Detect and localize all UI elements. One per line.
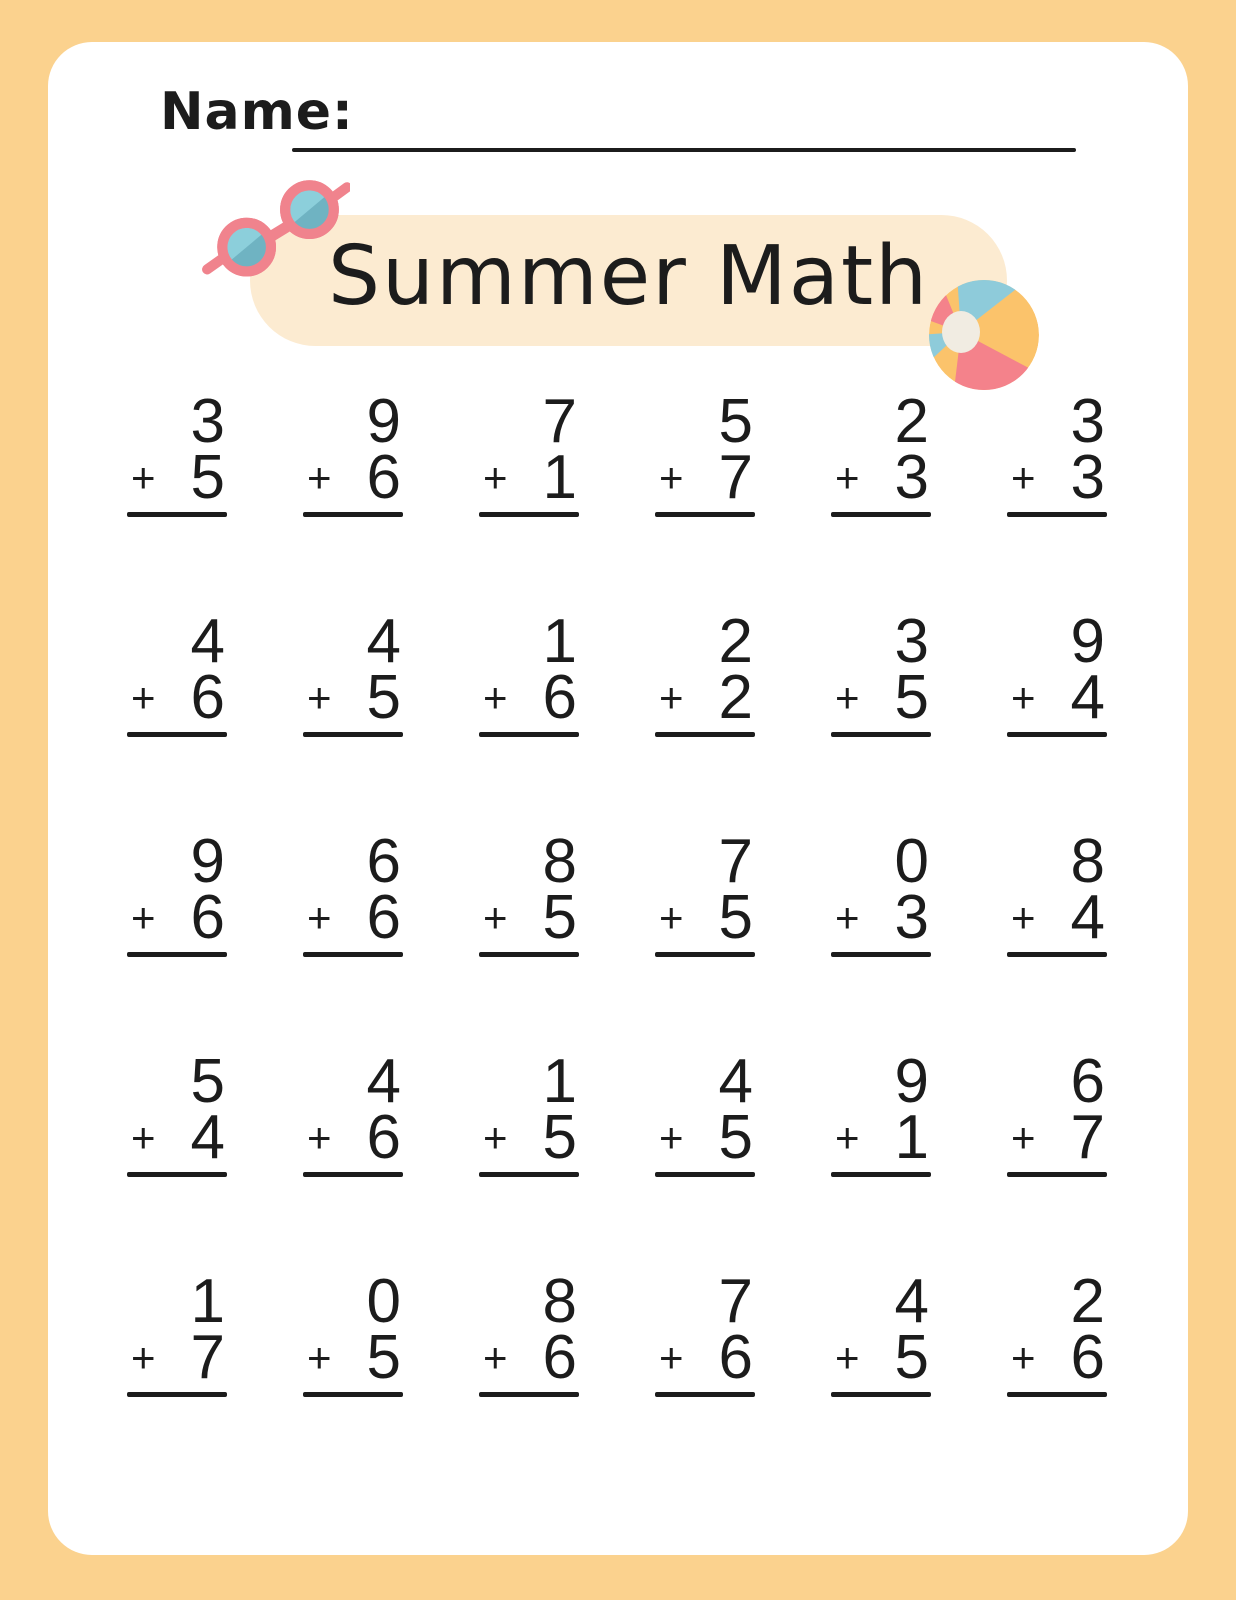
addition-problem: [831, 1047, 931, 1177]
addend-bottom: 1: [894, 1103, 929, 1172]
plus-sign: +: [307, 454, 332, 501]
addend-top: 3: [1070, 387, 1105, 456]
addend-bottom: 3: [1070, 443, 1105, 512]
addition-problem: [303, 1267, 403, 1397]
plus-sign: +: [835, 674, 860, 721]
plus-sign: +: [131, 674, 156, 721]
page-title: Summer Math: [327, 229, 930, 324]
plus-sign: +: [659, 1334, 684, 1381]
addend-top: 9: [894, 1047, 929, 1116]
answer-line: [127, 1392, 227, 1397]
addition-problem: [831, 607, 931, 737]
addend-bottom: 6: [718, 1323, 753, 1392]
addend-bottom: 6: [190, 883, 225, 952]
addition-problem: [655, 1267, 755, 1397]
addend-bottom-row: [479, 1103, 579, 1172]
addition-problem: [479, 1047, 579, 1177]
addition-problem: [655, 607, 755, 737]
addend-bottom: 7: [718, 443, 753, 512]
answer-line: [655, 952, 755, 957]
addend-bottom: 3: [894, 883, 929, 952]
title-banner: [250, 215, 1007, 346]
addend-bottom: 7: [1070, 1103, 1105, 1172]
addend-top: 7: [718, 1267, 753, 1336]
addend-top: 3: [190, 387, 225, 456]
addition-problem: [655, 387, 755, 517]
plus-sign: +: [1011, 1334, 1036, 1381]
addition-problem: [303, 1047, 403, 1177]
answer-line: [831, 1392, 931, 1397]
answer-line: [1007, 952, 1107, 957]
addend-bottom: 6: [190, 663, 225, 732]
addend-bottom-row: [127, 443, 227, 512]
addend-bottom-row: [831, 663, 931, 732]
addend-top: 9: [1070, 607, 1105, 676]
addend-bottom-row: [1007, 883, 1107, 952]
plus-sign: +: [307, 1114, 332, 1161]
addend-bottom: 4: [1070, 663, 1105, 732]
plus-sign: +: [835, 454, 860, 501]
plus-sign: +: [1011, 454, 1036, 501]
plus-sign: +: [483, 674, 508, 721]
answer-line: [655, 732, 755, 737]
addend-bottom-row: [655, 1103, 755, 1172]
addend-bottom: 6: [542, 1323, 577, 1392]
addition-problem: [127, 1047, 227, 1177]
answer-line: [655, 512, 755, 517]
sunglasses-icon: [198, 180, 350, 302]
addend-top: 2: [718, 607, 753, 676]
addend-bottom-row: [655, 883, 755, 952]
addend-top: 1: [542, 1047, 577, 1116]
addend-top: 7: [718, 827, 753, 896]
addend-bottom: 6: [366, 1103, 401, 1172]
addend-bottom-row: [303, 663, 403, 732]
plus-sign: +: [659, 1114, 684, 1161]
addend-bottom: 6: [1070, 1323, 1105, 1392]
addend-top: 8: [542, 827, 577, 896]
addend-top: 5: [718, 387, 753, 456]
plus-sign: +: [307, 1334, 332, 1381]
answer-line: [655, 1172, 755, 1177]
addend-bottom-row: [1007, 1103, 1107, 1172]
answer-line: [303, 732, 403, 737]
addend-bottom-row: [831, 883, 931, 952]
addend-bottom-row: [655, 443, 755, 512]
plus-sign: +: [1011, 674, 1036, 721]
addend-bottom-row: [655, 1323, 755, 1392]
plus-sign: +: [659, 454, 684, 501]
answer-line: [831, 512, 931, 517]
addend-bottom: 4: [190, 1103, 225, 1172]
addend-bottom: 5: [542, 883, 577, 952]
answer-line: [655, 1392, 755, 1397]
addend-top: 1: [542, 607, 577, 676]
addend-bottom-row: [831, 443, 931, 512]
name-write-line: [292, 148, 1076, 152]
addend-top: 1: [190, 1267, 225, 1336]
plus-sign: +: [835, 1114, 860, 1161]
plus-sign: +: [483, 454, 508, 501]
addition-problem: [831, 1267, 931, 1397]
addend-top: 0: [894, 827, 929, 896]
addend-bottom: 5: [542, 1103, 577, 1172]
answer-line: [831, 732, 931, 737]
answer-line: [127, 512, 227, 517]
addition-problem: [127, 1267, 227, 1397]
addend-top: 4: [718, 1047, 753, 1116]
addition-problem: [479, 607, 579, 737]
beach-ball-icon: [929, 280, 1039, 390]
addend-bottom: 5: [366, 663, 401, 732]
addend-bottom-row: [479, 663, 579, 732]
answer-line: [303, 512, 403, 517]
plus-sign: +: [131, 1114, 156, 1161]
addend-top: 8: [542, 1267, 577, 1336]
answer-line: [831, 952, 931, 957]
addend-top: 5: [190, 1047, 225, 1116]
addend-bottom-row: [831, 1103, 931, 1172]
addend-top: 3: [894, 607, 929, 676]
answer-line: [303, 1392, 403, 1397]
addend-bottom: 5: [366, 1323, 401, 1392]
addend-bottom-row: [655, 663, 755, 732]
addend-top: 2: [1070, 1267, 1105, 1336]
addition-problem: [479, 827, 579, 957]
addition-problem: [831, 827, 931, 957]
addend-top: 6: [366, 827, 401, 896]
plus-sign: +: [307, 674, 332, 721]
addend-bottom: 2: [718, 663, 753, 732]
addend-top: 2: [894, 387, 929, 456]
addend-bottom-row: [303, 883, 403, 952]
addend-top: 9: [366, 387, 401, 456]
answer-line: [127, 952, 227, 957]
addition-problem: [303, 607, 403, 737]
addition-problem: [831, 387, 931, 517]
addend-bottom-row: [303, 1103, 403, 1172]
answer-line: [479, 952, 579, 957]
addend-bottom: 1: [542, 443, 577, 512]
addend-bottom-row: [1007, 443, 1107, 512]
answer-line: [479, 1392, 579, 1397]
addend-bottom-row: [479, 1323, 579, 1392]
addition-problem: [1007, 827, 1107, 957]
addend-bottom: 5: [894, 663, 929, 732]
plus-sign: +: [1011, 1114, 1036, 1161]
answer-line: [1007, 512, 1107, 517]
plus-sign: +: [1011, 894, 1036, 941]
addition-problem: [1007, 387, 1107, 517]
addend-bottom: 4: [1070, 883, 1105, 952]
addend-top: 4: [894, 1267, 929, 1336]
addition-problem: [1007, 607, 1107, 737]
plus-sign: +: [131, 454, 156, 501]
answer-line: [303, 952, 403, 957]
addend-bottom-row: [127, 1323, 227, 1392]
plus-sign: +: [483, 1114, 508, 1161]
addend-bottom-row: [479, 883, 579, 952]
addend-bottom-row: [127, 663, 227, 732]
addend-top: 4: [366, 1047, 401, 1116]
problems-grid: [127, 387, 1107, 1397]
addend-top: 0: [366, 1267, 401, 1336]
addend-top: 4: [366, 607, 401, 676]
addition-problem: [303, 387, 403, 517]
addition-problem: [127, 607, 227, 737]
worksheet-card: [48, 42, 1188, 1555]
addition-problem: [1007, 1267, 1107, 1397]
addend-bottom-row: [303, 443, 403, 512]
addend-top: 8: [1070, 827, 1105, 896]
addition-problem: [127, 827, 227, 957]
answer-line: [127, 732, 227, 737]
plus-sign: +: [835, 1334, 860, 1381]
addend-bottom-row: [831, 1323, 931, 1392]
answer-line: [303, 1172, 403, 1177]
addition-problem: [303, 827, 403, 957]
addition-problem: [655, 1047, 755, 1177]
answer-line: [831, 1172, 931, 1177]
addition-problem: [479, 387, 579, 517]
addend-top: 7: [542, 387, 577, 456]
addition-problem: [655, 827, 755, 957]
addend-bottom-row: [303, 1323, 403, 1392]
plus-sign: +: [659, 894, 684, 941]
answer-line: [1007, 1172, 1107, 1177]
addend-bottom: 7: [190, 1323, 225, 1392]
answer-line: [479, 1172, 579, 1177]
plus-sign: +: [307, 894, 332, 941]
addition-problem: [1007, 1047, 1107, 1177]
addend-top: 6: [1070, 1047, 1105, 1116]
addend-top: 4: [190, 607, 225, 676]
plus-sign: +: [835, 894, 860, 941]
answer-line: [1007, 1392, 1107, 1397]
plus-sign: +: [483, 894, 508, 941]
answer-line: [479, 512, 579, 517]
answer-line: [479, 732, 579, 737]
addend-bottom: 5: [718, 1103, 753, 1172]
addend-bottom: 6: [366, 443, 401, 512]
addend-bottom: 5: [190, 443, 225, 512]
plus-sign: +: [659, 674, 684, 721]
addend-bottom-row: [1007, 1323, 1107, 1392]
addend-bottom-row: [1007, 663, 1107, 732]
plus-sign: +: [483, 1334, 508, 1381]
addition-problem: [127, 387, 227, 517]
addend-top: 9: [190, 827, 225, 896]
addend-bottom: 6: [542, 663, 577, 732]
addition-problem: [479, 1267, 579, 1397]
addend-bottom: 5: [718, 883, 753, 952]
addend-bottom-row: [479, 443, 579, 512]
addend-bottom: 5: [894, 1323, 929, 1392]
answer-line: [1007, 732, 1107, 737]
plus-sign: +: [131, 894, 156, 941]
addend-bottom-row: [127, 883, 227, 952]
answer-line: [127, 1172, 227, 1177]
plus-sign: +: [131, 1334, 156, 1381]
addend-bottom: 3: [894, 443, 929, 512]
name-label: Name:: [160, 82, 354, 142]
addend-bottom: 6: [366, 883, 401, 952]
addend-bottom-row: [127, 1103, 227, 1172]
